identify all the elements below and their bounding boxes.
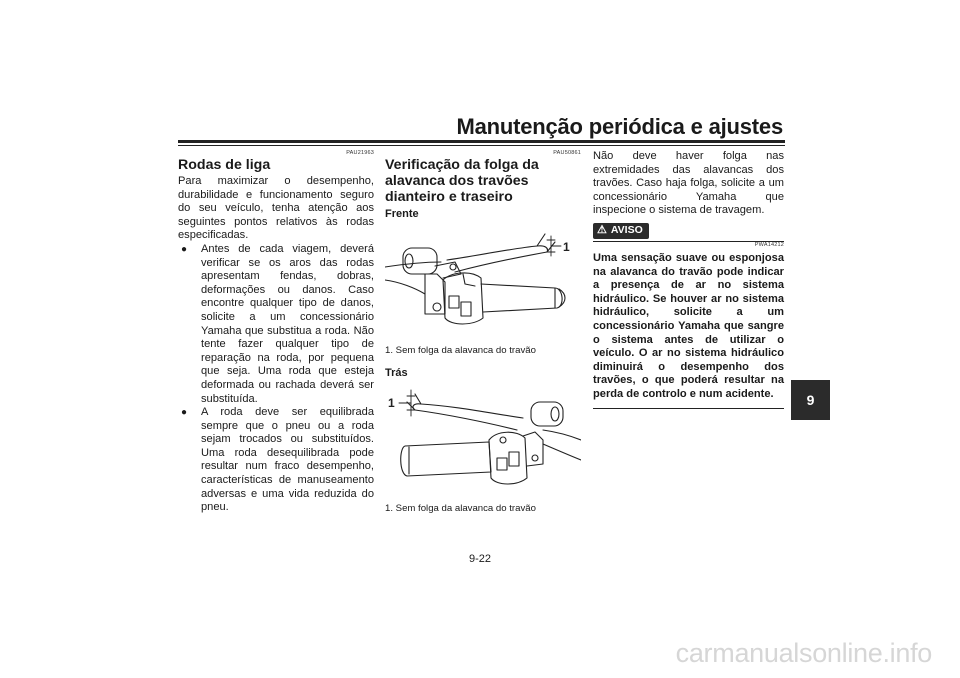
notice-end-rule — [593, 408, 784, 409]
subheading-rear: Trás — [385, 366, 408, 379]
figure-rear-brake-lever — [385, 380, 581, 500]
header-rule-thin — [178, 145, 785, 146]
figure-caption-front: 1. Sem folga da alavanca do travão — [385, 344, 536, 356]
callout-number: 1 — [388, 396, 395, 411]
notice-code: PWA14212 — [754, 241, 784, 248]
intro-paragraph: Para maximizar o desempenho, durabilidade e funcionamento seguro do seu veículo, tenha atenção aos seguintes pontos relativos às rodas especificadas. — [178, 175, 374, 242]
front-brake-lever-drawing — [385, 222, 581, 342]
notice-text: Uma sensação suave ou esponjosa na alavanca do travão pode indicar a presença de ar no sistema hidráulico. Se houver ar no sistema hidráulico, solicite a um concessionário Yamaha que sangre o sistema antes de utilizar o veículo. O ar no sistema hidráulico diminuirá o desempenho dos travões, o que poderá resultar na perda de controlo e num acidente. — [593, 251, 784, 400]
column-alloy-wheels — [178, 150, 374, 515]
watermark: carmanualsonline.info — [675, 638, 932, 668]
notice-box — [593, 223, 784, 409]
list-item — [178, 243, 374, 406]
header-rule — [178, 140, 785, 143]
notice-label — [593, 223, 649, 239]
column-brake-lever — [385, 150, 581, 515]
chapter-tab[interactable] — [791, 380, 830, 420]
figure-caption-rear: 1. Sem folga da alavanca do travão — [385, 503, 536, 515]
bullet-text: A roda deve ser equilibrada sempre que o pneu ou a roda sejam trocados ou substituídos. Uma roda desequilibrada pode resultar num fraco desempenho, características de manuseamento adversas e uma vida reduzida do pneu. — [201, 406, 374, 514]
list-item — [178, 406, 374, 515]
notice-label-text: AVISO — [610, 224, 643, 237]
section-code: PAU50861 — [553, 150, 581, 156]
brake-play-paragraph: Não deve haver folga nas extremidades das alavancas dos travões. Caso haja folga, solicite a um concessionário Yamaha que inspecione o sistema de travagem. — [593, 150, 784, 217]
figure-front-brake-lever — [385, 222, 581, 342]
section-heading-alloy-wheels: Rodas de liga — [178, 157, 271, 173]
column-brake-notice — [593, 150, 784, 409]
page-title: Manutenção periódica e ajustes — [456, 114, 783, 139]
bullet-icon: ● — [181, 407, 188, 419]
chapter-tab-label: 9 — [806, 392, 815, 408]
warning-icon: ⚠ — [597, 224, 607, 237]
rear-brake-lever-drawing — [385, 380, 581, 500]
section-code: PAU21963 — [346, 150, 374, 156]
subheading-front: Frente — [385, 208, 419, 220]
callout-number: 1 — [563, 239, 570, 254]
section-heading-brake-lever: Verificação da folga da alavanca dos travões dianteiro e traseiro — [385, 157, 539, 205]
bullet-text: Antes de cada viagem, deverá verificar se os aros das rodas apresentam fendas, dobras, deformações ou danos. Caso encontre qualquer tipo de danos, solicite a um concessionário Yamaha que substitua a roda. Não tente fazer qualquer tipo de reparação na roda, por pequena que seja. Uma roda que esteja deformada ou rachada deverá ser substituída. — [201, 242, 374, 405]
bullet-icon: ● — [181, 243, 188, 255]
page-number: 9-22 — [468, 553, 492, 565]
bullet-list — [178, 243, 374, 515]
